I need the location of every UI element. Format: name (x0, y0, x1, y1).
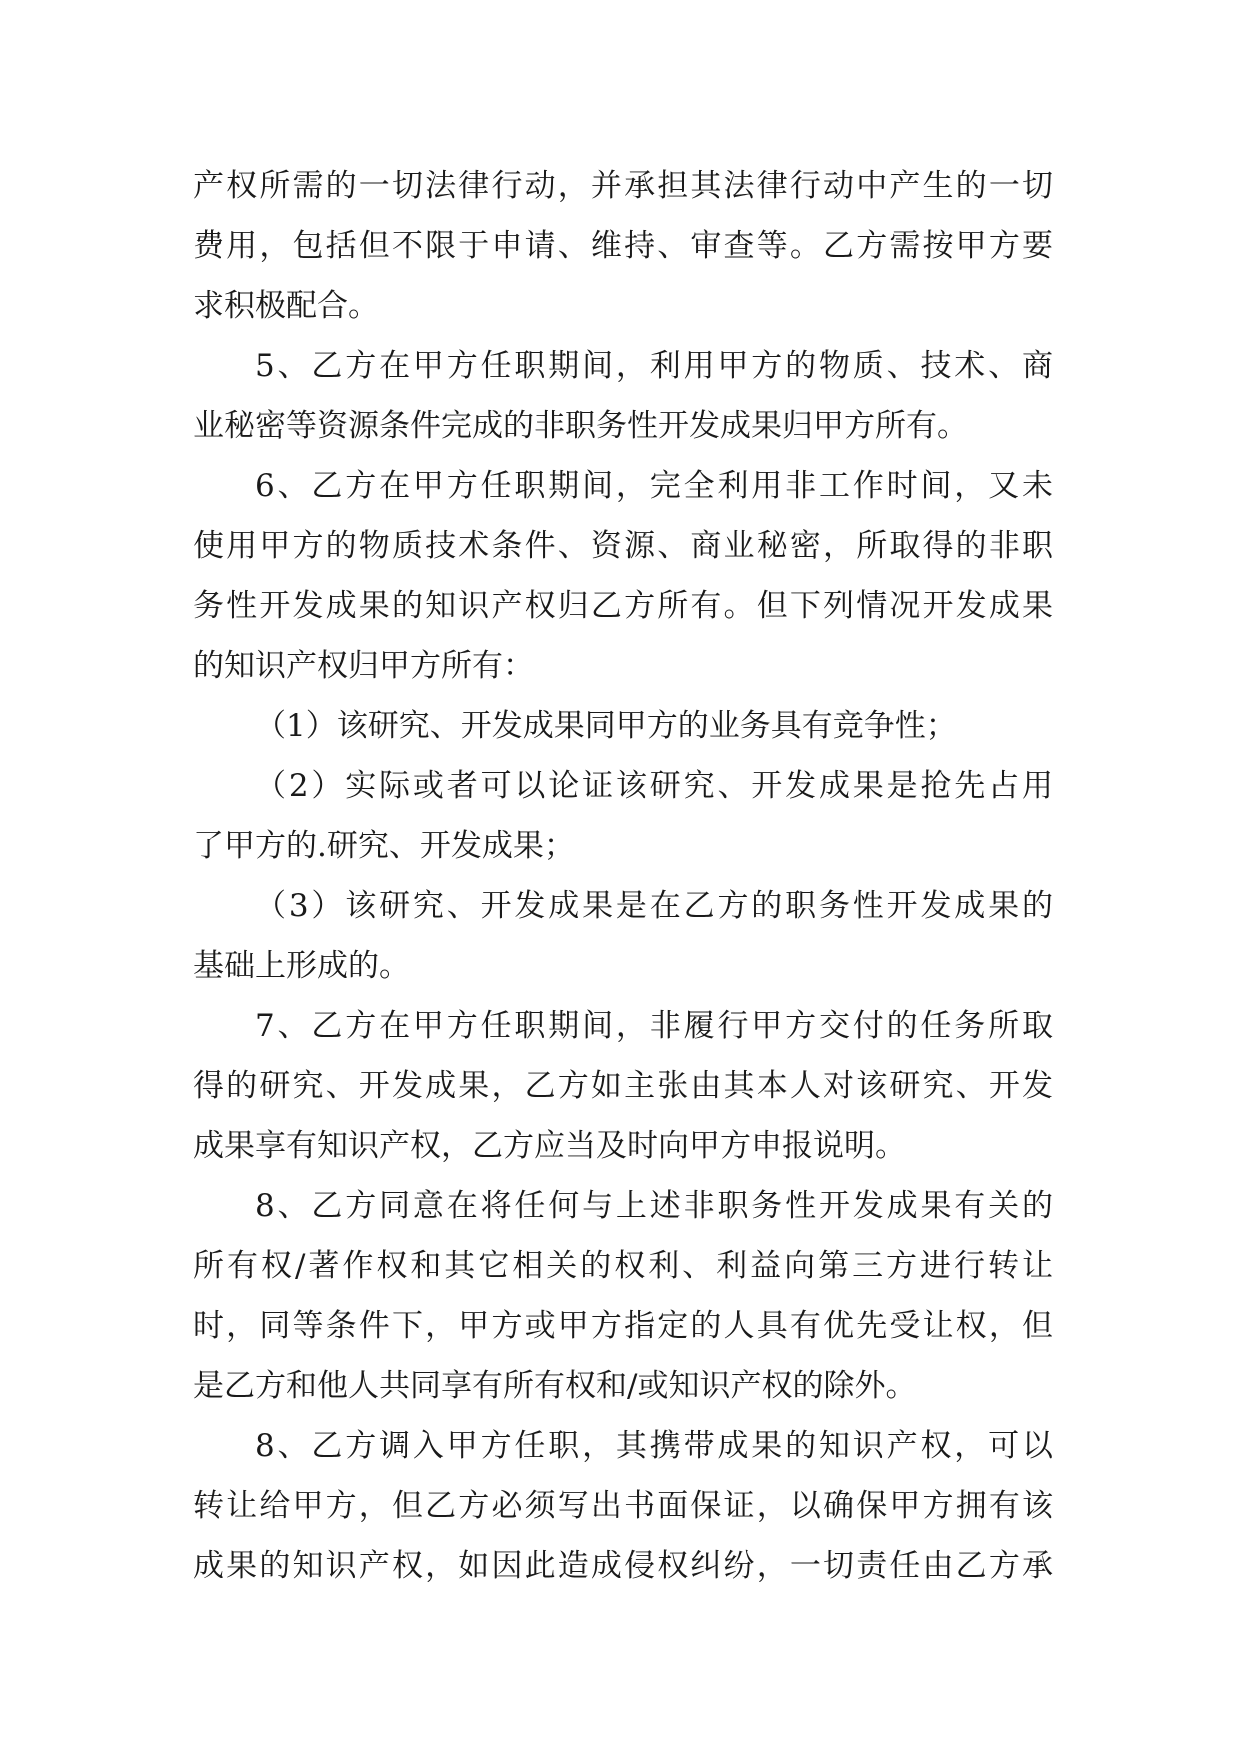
text-line: 基础上形成的。 (193, 948, 410, 984)
text-line: 8、乙方调入甲方任职，其携带成果的知识产权，可以 (255, 1428, 1053, 1464)
text-line: 8、乙方同意在将任何与上述非职务性开发成果有关的 (255, 1188, 1053, 1224)
text-line: 务性开发成果的知识产权归乙方所有。但下列情况开发成果 (193, 588, 1053, 624)
text-line: 产权所需的一切法律行动，并承担其法律行动中产生的一切 (193, 168, 1053, 204)
text-line: 时，同等条件下，甲方或甲方指定的人具有优先受让权，但 (193, 1308, 1053, 1344)
text-line: 7、乙方在甲方任职期间，非履行甲方交付的任务所取 (255, 1008, 1053, 1044)
text-line: 5、乙方在甲方任职期间，利用甲方的物质、技术、商 (255, 348, 1053, 384)
text-line: 求积极配合。 (193, 288, 379, 324)
text-line: 了甲方的.研究、开发成果； (193, 828, 575, 864)
text-line: （2）实际或者可以论证该研究、开发成果是抢先占用 (255, 768, 1053, 804)
text-line: 6、乙方在甲方任职期间，完全利用非工作时间，又未 (255, 468, 1053, 504)
text-line: 费用，包括但不限于申请、维持、审查等。乙方需按甲方要 (193, 228, 1053, 264)
text-line: 业秘密等资源条件完成的非职务性开发成果归甲方所有。 (193, 408, 968, 444)
text-line: 所有权/著作权和其它相关的权利、利益向第三方进行转让 (193, 1248, 1053, 1284)
text-line: （3）该研究、开发成果是在乙方的职务性开发成果的 (255, 888, 1053, 924)
text-line: 使用甲方的物质技术条件、资源、商业秘密，所取得的非职 (193, 528, 1053, 564)
text-line: 成果的知识产权，如因此造成侵权纠纷，一切责任由乙方承 (193, 1548, 1053, 1584)
text-line: 的知识产权归甲方所有： (193, 648, 534, 684)
text-line: 成果享有知识产权，乙方应当及时向甲方申报说明。 (193, 1128, 906, 1164)
text-line: 得的研究、开发成果，乙方如主张由其本人对该研究、开发 (193, 1068, 1053, 1104)
text-line: 是乙方和他人共同享有所有权和/或知识产权的除外。 (193, 1368, 917, 1404)
text-line: 转让给甲方，但乙方必须写出书面保证，以确保甲方拥有该 (193, 1488, 1053, 1524)
text-line: （1）该研究、开发成果同甲方的业务具有竞争性； (255, 708, 957, 744)
